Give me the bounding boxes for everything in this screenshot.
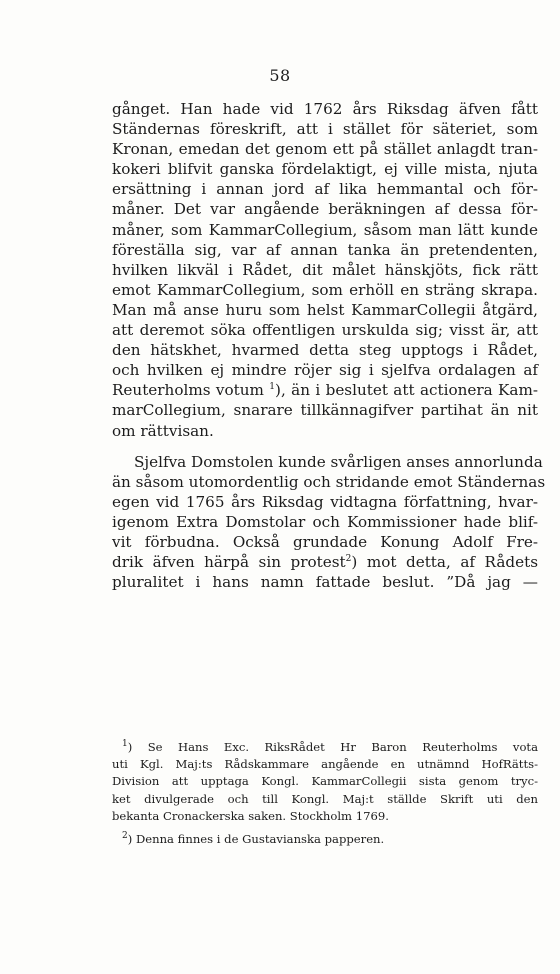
- footnote-1-marker: 1: [122, 739, 128, 750]
- text-line: måner, som KammarCollegium, såsom man lätt kunde: [112, 220, 538, 239]
- text-line: än såsom utomordentlig och stridande emot Ständernas: [112, 472, 546, 491]
- footnote-ref-1: 1: [269, 382, 276, 393]
- footnote-1-line: [112, 739, 538, 756]
- text-line: emot KammarCollegium, som erhöll en sträng skrapa.: [112, 280, 538, 299]
- text-segment: Reuterholms votum: [112, 381, 264, 400]
- footnote-1-line: bekanta Cronackerska saken. Stockholm 1769.: [112, 808, 389, 823]
- text-segment: drik äfven härpå sin protest: [112, 553, 346, 572]
- footnote-1-line: Division att upptaga Kongl. KammarCollegii sista genom tryc-: [112, 774, 538, 789]
- page-number: 58: [269, 66, 291, 85]
- text-line: kokeri blifvit ganska fördelaktigt, ej ville mista, njuta: [112, 160, 538, 179]
- text-line: gånget. Han hade vid 1762 års Riksdag äfven fått: [112, 100, 538, 118]
- text-line: Kronan, emedan det genom ett på stället anlagdt tran-: [112, 140, 538, 159]
- text-line: pluralitet i hans namn fattade beslut. ”Då jag —: [112, 573, 538, 592]
- footnote-text: ) Denna finnes i de Gustavianska papperen.: [127, 831, 385, 846]
- body-text: [112, 99, 546, 592]
- footnote-text: ) Se Hans Exc. RiksRådet Hr Baron Reuterholms vota: [127, 740, 538, 754]
- text-line: igenom Extra Domstolar och Kommissioner hade blif-: [112, 512, 538, 531]
- text-line: vit förbudna. Också grundade Konung Adolf Fre-: [112, 532, 538, 551]
- text-line: om rättvisan.: [112, 421, 214, 440]
- text-line: föreställa sig, var af annan tanka än pretendenten,: [112, 240, 538, 259]
- footnote-ref-2: 2: [345, 554, 352, 564]
- text-line: att deremot söka offentligen urskulda sig; visst är, att: [112, 321, 538, 340]
- text-line: egen vid 1765 års Riksdag vidtagna författning, hvar-: [112, 492, 538, 511]
- text-line: den hätskhet, hvarmed detta steg upptogs i Rådet,: [112, 341, 538, 360]
- text-line: Man må anse huru som helst KammarCollegii åtgärd,: [112, 300, 538, 319]
- text-line-with-footnote-ref: [112, 380, 538, 400]
- footnote-2-line: [112, 831, 538, 848]
- footnotes: [112, 739, 538, 848]
- text-line: och hvilken ej mindre röjer sig i sjelfva ordalagen af: [112, 361, 538, 380]
- text-segment: ) mot detta, af Rådets: [351, 553, 538, 572]
- footnote-2-marker: 2: [122, 831, 128, 842]
- text-line: Ständernas föreskrift, att i stället för säteriet, som: [112, 120, 538, 139]
- text-segment: ), än i beslutet att actionera Kam-: [275, 381, 538, 400]
- text-line: marCollegium, snarare tillkännagifver partihat än nit: [112, 401, 538, 420]
- text-line: ersättning i annan jord af lika hemmantal och för-: [112, 180, 538, 199]
- text-line: måner. Det var angående beräkningen af dessa för-: [112, 200, 538, 219]
- paragraph-gap: [112, 441, 538, 452]
- text-line-with-footnote-ref: [112, 552, 538, 572]
- footnote-1-line: ket divulgerade och till Kongl. Maj:t ställde Skrift uti den: [112, 791, 538, 806]
- footnote-1-line: uti Kgl. Maj:ts Rådskammare angående en utnämnd HofRätts-: [112, 757, 538, 772]
- text-line: hvilken likväl i Rådet, dit målet hänskjöts, fick rätt: [112, 260, 538, 279]
- text-line: Sjelfva Domstolen kunde svårligen anses annorlunda: [134, 452, 543, 471]
